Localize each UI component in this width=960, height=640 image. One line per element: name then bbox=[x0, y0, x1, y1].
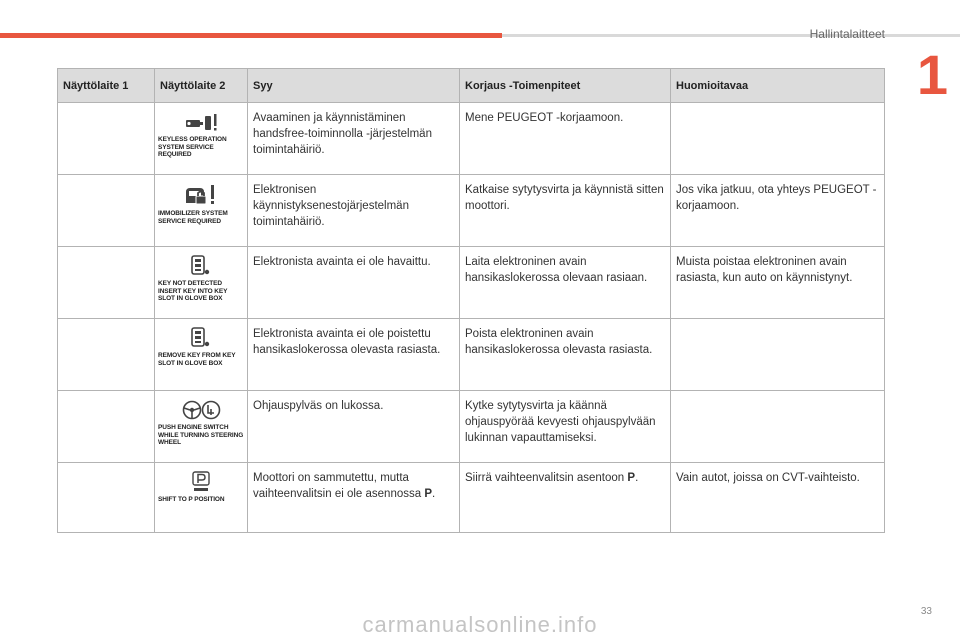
display2-text: KEYLESS OPERATION SYSTEM SERVICE REQUIRED bbox=[158, 136, 227, 158]
column-header-note: Huomioitavaa bbox=[671, 69, 885, 103]
watermark: carmanualsonline.info bbox=[362, 612, 598, 637]
display2-cell bbox=[155, 247, 248, 319]
cause-cell bbox=[248, 463, 460, 533]
column-header-display2: Näyttölaite 2 bbox=[155, 69, 248, 103]
action-gear-letter: P bbox=[627, 472, 636, 484]
action-end: . bbox=[635, 472, 639, 484]
keyless-warning-icon bbox=[183, 111, 219, 133]
cause-cell: Avaaminen ja käynnistäminen handsfree-toiminnolla -järjestelmän toimintahäiriö. bbox=[248, 103, 460, 175]
note-cell: Jos vika jatkuu, ota yhteys PEUGEOT -korjaamoon. bbox=[671, 175, 885, 247]
table-row bbox=[58, 247, 885, 319]
column-header-display1: Näyttölaite 1 bbox=[58, 69, 155, 103]
action-cell: Poista elektroninen avain hansikaslokerossa olevasta rasiasta. bbox=[460, 319, 671, 391]
page-number: 33 bbox=[920, 606, 932, 617]
cause-gear-letter: P bbox=[424, 488, 433, 500]
chapter-number: 1 bbox=[916, 43, 948, 106]
display1-cell bbox=[58, 463, 155, 533]
note-cell: Muista poistaa elektroninen avain rasiasta, kun auto on käynnistynyt. bbox=[671, 247, 885, 319]
action-cell: Kytke sytytysvirta ja käännä ohjauspyörää kevyesti ohjauspylvään lukinnan vapauttamiseksi. bbox=[460, 391, 671, 463]
header-accent-bar bbox=[0, 33, 502, 38]
table-row bbox=[58, 391, 885, 463]
table-row bbox=[58, 463, 885, 533]
note-cell bbox=[671, 319, 885, 391]
display2-text: KEY NOT DETECTED INSERT KEY INTO KEY SLOT IN GLOVE BOX bbox=[158, 280, 228, 302]
table-header-row bbox=[58, 69, 885, 103]
display2-cell bbox=[155, 319, 248, 391]
cause-end: . bbox=[432, 488, 436, 500]
action-cell: Mene PEUGEOT -korjaamoon. bbox=[460, 103, 671, 175]
note-cell bbox=[671, 103, 885, 175]
display2-cell bbox=[155, 391, 248, 463]
display2-text: REMOVE KEY FROM KEY SLOT IN GLOVE BOX bbox=[158, 352, 236, 367]
table-row bbox=[58, 175, 885, 247]
header-divider bbox=[502, 34, 960, 37]
key-not-detected-icon bbox=[191, 255, 211, 277]
table-row bbox=[58, 103, 885, 175]
display1-cell bbox=[58, 391, 155, 463]
display1-cell bbox=[58, 247, 155, 319]
shift-p-icon bbox=[191, 471, 211, 493]
section-title: Hallintalaitteet bbox=[809, 27, 885, 41]
action-cell bbox=[460, 463, 671, 533]
cause-text: Moottori on sammutettu, mutta vaihteenvalitsin ei ole asennossa bbox=[253, 472, 422, 500]
display1-cell bbox=[58, 175, 155, 247]
display1-cell bbox=[58, 319, 155, 391]
note-cell bbox=[671, 391, 885, 463]
display2-cell bbox=[155, 175, 248, 247]
display2-text: IMMOBILIZER SYSTEM SERVICE REQUIRED bbox=[158, 210, 228, 225]
action-cell: Laita elektroninen avain hansikaslokerossa olevaan rasiaan. bbox=[460, 247, 671, 319]
remove-key-icon bbox=[191, 327, 211, 349]
column-header-action: Korjaus -Toimenpiteet bbox=[460, 69, 671, 103]
column-header-cause: Syy bbox=[248, 69, 460, 103]
display1-cell bbox=[58, 103, 155, 175]
immobilizer-warning-icon bbox=[183, 183, 219, 207]
display2-cell bbox=[155, 103, 248, 175]
display2-cell bbox=[155, 463, 248, 533]
steering-lock-icon bbox=[181, 399, 221, 421]
warning-messages-table bbox=[57, 68, 885, 533]
cause-cell: Elektronisen käynnistyksenestojärjestelmän toimintahäiriö. bbox=[248, 175, 460, 247]
action-text: Siirrä vaihteenvalitsin asentoon bbox=[465, 472, 625, 484]
display2-text: PUSH ENGINE SWITCH WHILE TURNING STEERING WHEEL bbox=[158, 424, 244, 446]
cause-cell: Ohjauspylväs on lukossa. bbox=[248, 391, 460, 463]
table-row bbox=[58, 319, 885, 391]
cause-cell: Elektronista avainta ei ole havaittu. bbox=[248, 247, 460, 319]
note-cell: Vain autot, joissa on CVT-vaihteisto. bbox=[671, 463, 885, 533]
cause-cell: Elektronista avainta ei ole poistettu hansikaslokerossa olevasta rasiasta. bbox=[248, 319, 460, 391]
display2-text: SHIFT TO P POSITION bbox=[158, 496, 225, 503]
action-cell: Katkaise sytytysvirta ja käynnistä sitten moottori. bbox=[460, 175, 671, 247]
